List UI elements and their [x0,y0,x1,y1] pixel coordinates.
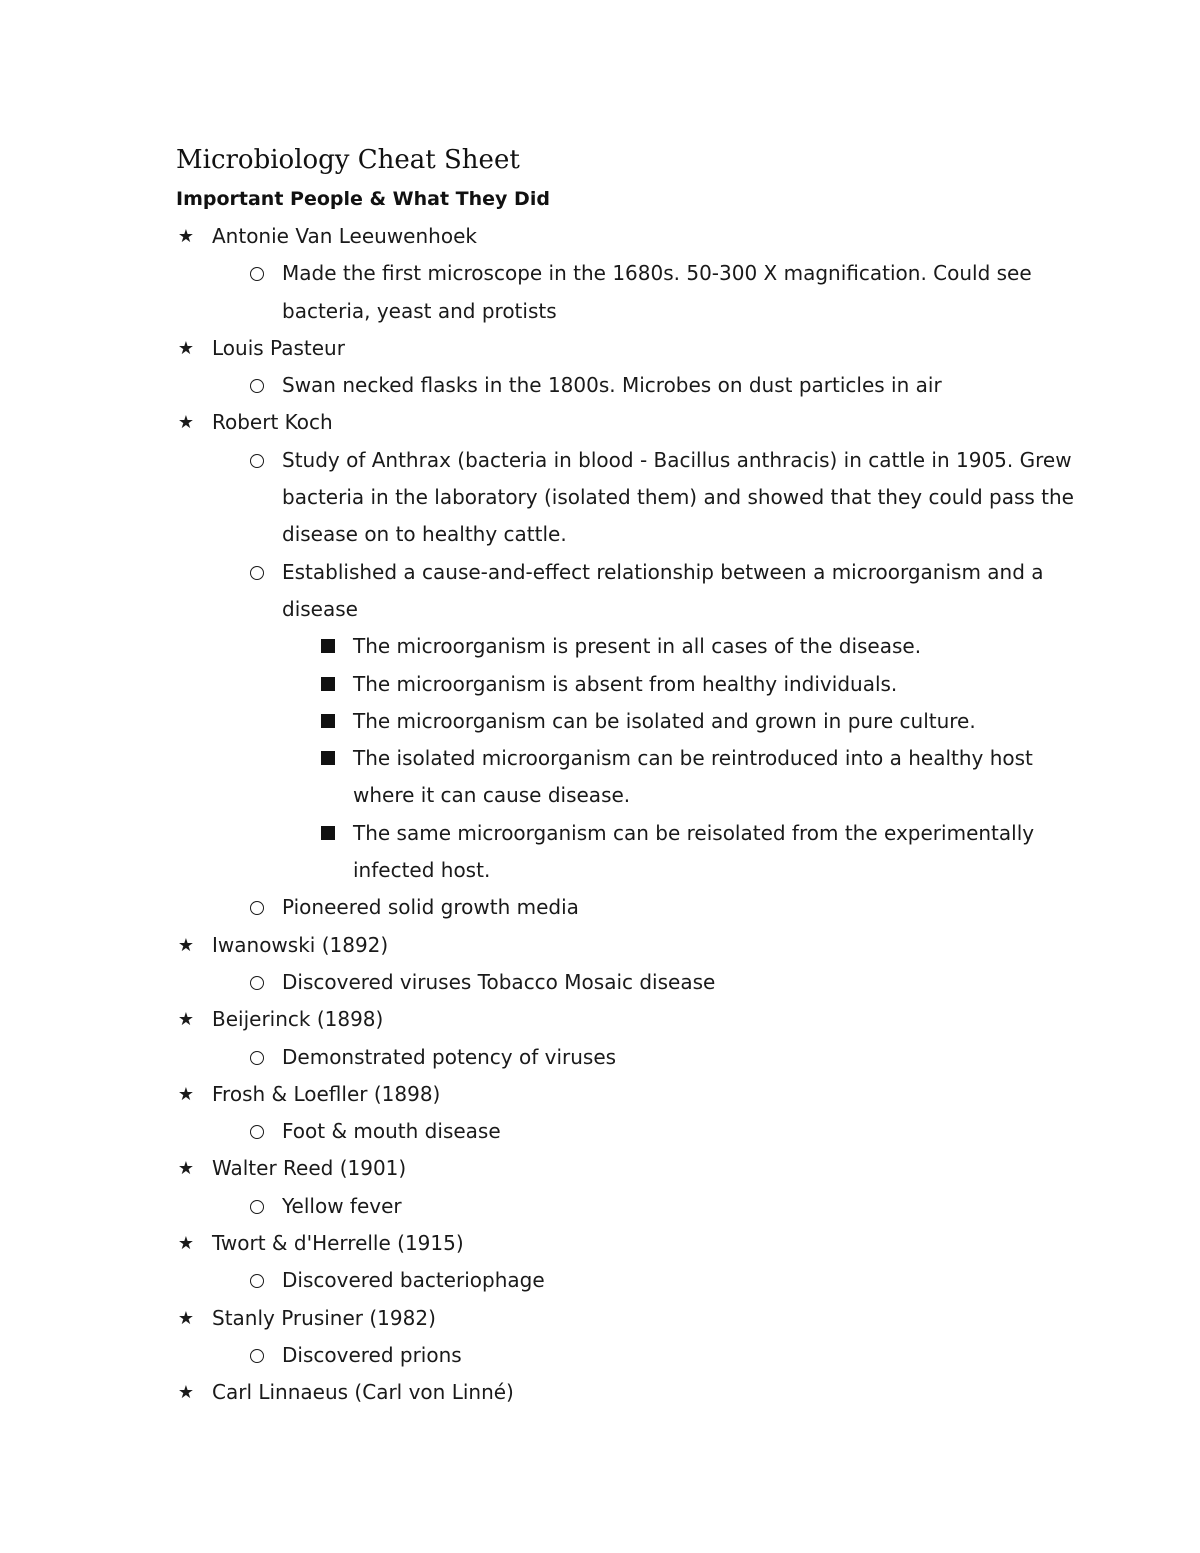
square-bullet-icon [319,666,339,703]
list-item-text: Established a cause-and-effect relationship between a microorganism and a disease [282,559,1044,621]
people-list [176,218,1076,1412]
list-item-text: Carl Linnaeus (Carl von Linné) [212,1380,514,1405]
list-item-text: Antonie Van Leeuwenhoek [212,224,477,248]
circle-bullet-icon [248,554,268,592]
circle-bullet-icon [248,889,268,927]
postulate-item [176,666,1076,703]
detail-item [176,367,1076,404]
person-item [176,927,1076,964]
star-bullet-icon: ★ [177,337,195,359]
person-item [176,1001,1076,1038]
list-item-text: Walter Reed (1901) [212,1156,407,1181]
list-item-text: The microorganism is present in all cases of the disease. [353,634,922,659]
detail-item [176,1337,1076,1374]
circle-bullet-icon [248,442,268,480]
list-item-text: Yellow fever [282,1193,402,1218]
circle-bullet-icon [248,1337,268,1375]
circle-bullet-icon [248,1113,268,1151]
section-heading: Important People & What They Did [176,188,550,210]
square-bullet-icon [319,628,339,665]
list-item-text: Louis Pasteur [212,335,345,360]
list-item-text: Made the first microscope in the 1680s. 50-300 X magnification. Could see bacteria, yeast and protists [282,261,1032,323]
list-item-text: Foot & mouth disease [282,1119,501,1144]
list-item-text: Twort & d'Herrelle (1915) [212,1231,464,1256]
detail-item [176,1039,1076,1076]
postulate-item [176,815,1076,890]
circle-bullet-icon [248,367,268,405]
detail-item [176,964,1076,1001]
star-bullet-icon: ★ [177,1158,195,1180]
page-title: Microbiology Cheat Sheet [176,145,520,175]
detail-item [176,1113,1076,1150]
square-bullet-icon [319,703,339,740]
postulate-item [176,703,1076,740]
list-item-text: The microorganism can be isolated and grown in pure culture. [353,708,976,733]
list-item-text: Beijerinck (1898) [212,1007,384,1032]
person-item [176,1374,1076,1411]
list-item-text: Swan necked flasks in the 1800s. Microbes on dust particles in air [282,373,942,398]
star-bullet-icon: ★ [177,226,195,247]
postulate-item [176,628,1076,665]
list-item-text: Study of Anthrax (bacteria in blood - Bacillus anthracis) in cattle in 1905. Grew bacteria in the laboratory (isolated them) and showed that they could pass the disease on to healthy cattle. [282,447,1074,547]
person-item [176,404,1076,441]
circle-bullet-icon [248,964,268,1002]
list-item-text: Demonstrated potency of viruses [282,1044,617,1069]
list-item-text: The same microorganism can be reisolated from the experimentally infected host. [353,820,1035,883]
person-item [176,330,1076,367]
list-item-text: The isolated microorganism can be reintroduced into a healthy host where it can cause disease. [353,746,1033,808]
list-item-text: The microorganism is absent from healthy individuals. [353,671,898,696]
star-bullet-icon: ★ [177,412,195,434]
detail-item [176,442,1076,554]
detail-item [176,1188,1076,1225]
person-item [176,1150,1076,1187]
circle-bullet-icon [248,255,268,293]
star-bullet-icon: ★ [177,1083,195,1105]
person-item [176,1225,1076,1262]
circle-bullet-icon [248,1039,268,1077]
person-item [176,218,1076,255]
star-bullet-icon: ★ [177,1233,195,1255]
detail-item [176,889,1076,926]
list-item-text: Pioneered solid growth media [282,895,579,920]
list-item-text: Robert Koch [212,410,333,435]
detail-item [176,1262,1076,1299]
list-item-text: Stanly Prusiner (1982) [212,1305,436,1330]
circle-bullet-icon [248,1262,268,1300]
detail-item [176,255,1076,330]
list-item-text: Discovered prions [282,1342,462,1367]
star-bullet-icon: ★ [177,934,195,956]
star-bullet-icon: ★ [177,1009,195,1031]
star-bullet-icon: ★ [177,1307,195,1329]
document-content [176,140,1076,1412]
person-item [176,1300,1076,1337]
square-bullet-icon [319,740,339,777]
person-item [176,1076,1076,1113]
list-item-text: Discovered bacteriophage [282,1268,545,1293]
circle-bullet-icon [248,1188,268,1226]
list-item-text: Discovered viruses Tobacco Mosaic disease [282,969,716,994]
list-item-text: Iwanowski (1892) [212,932,389,957]
list-item-text: Frosh & Loefller (1898) [212,1081,441,1106]
star-bullet-icon: ★ [177,1382,195,1404]
detail-item [176,554,1076,629]
postulate-item [176,740,1076,815]
square-bullet-icon [319,815,339,852]
